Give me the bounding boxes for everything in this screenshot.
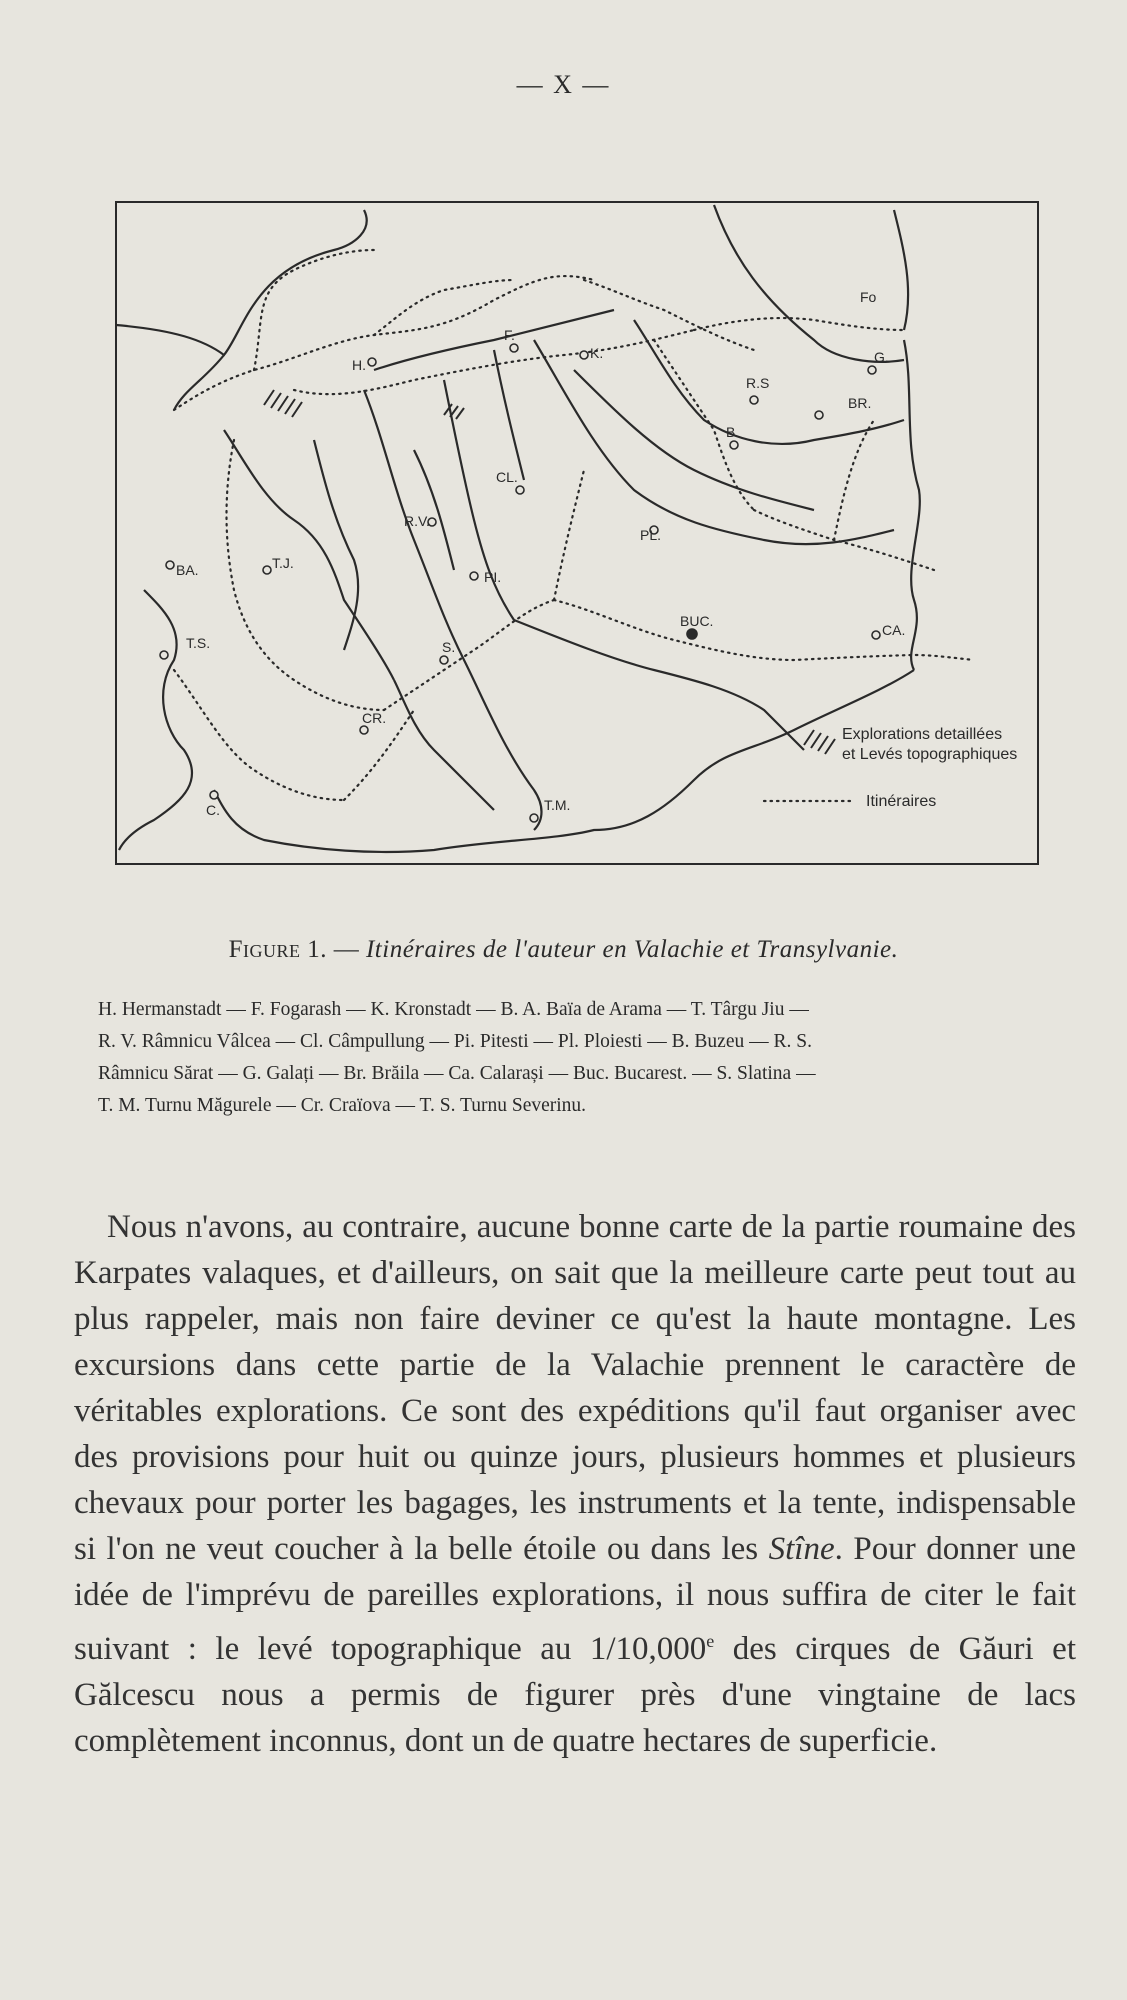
label-PL: PL. (640, 527, 662, 543)
body-italic-stine: Stîne (768, 1531, 835, 1567)
label-CL: CL. (496, 469, 518, 485)
key-line: H. Hermanstadt — F. Fogarash — K. Kronstadt — B. A. Baïa de Arama — T. Târgu Jiu — (98, 999, 809, 1020)
label-CA: CA. (882, 622, 906, 638)
map-border (116, 202, 1038, 864)
label-C: C. (206, 802, 220, 818)
label-BUC: BUC. (680, 613, 714, 629)
label-Fo: Fo (860, 289, 877, 305)
key-line: R. V. Râmnicu Vâlcea — Cl. Câmpullung — Pi. Pitesti — Pl. Ploiesti — B. Buzeu — R. S. (98, 1031, 812, 1052)
label-RV: R.V. (404, 513, 430, 529)
label-F: F. (504, 327, 515, 343)
map-towns (160, 344, 880, 822)
map-legend (764, 726, 1017, 810)
label-G: G. (874, 349, 889, 365)
body-part-2: . Pour donner une idée de l'imprévu de pareilles explorations, il nous suffira de citer le fait suivant : le levé topographique au 1/10,000 (74, 1531, 1076, 1667)
label-TJ: T.J. (272, 555, 294, 571)
label-CR: CR. (362, 710, 387, 726)
label-S: S. (442, 639, 456, 655)
label-TM: T.M. (544, 797, 571, 813)
caption-title: Itinéraires de l'auteur en Valachie et Transylvanie. (365, 936, 899, 963)
label-BR: BR. (848, 395, 872, 411)
map-labels (176, 289, 905, 818)
label-TS: T.S. (186, 635, 211, 651)
key-line: Râmnicu Sărat — G. Galați — Br. Brăila — Ca. Calarași — Buc. Bucarest. — S. Slatina — (98, 1063, 816, 1084)
body-superscript: e (706, 1631, 715, 1651)
legend-hatch-symbol (804, 730, 835, 754)
page-number: — X — (516, 70, 611, 99)
body-paragraph (74, 1204, 1076, 1764)
key-line: T. M. Turnu Măgurele — Cr. Craïova — T. S. Turnu Severinu. (98, 1095, 587, 1116)
label-K: K. (590, 345, 604, 361)
label-BA: BA. (176, 562, 199, 578)
body-part-3: des cirques de Găuri et Gălcescu nous a permis de figurer près d'une vingtaine de lacs complètement inconnus, dont un de quatre hectares de superficie. (74, 1631, 1076, 1759)
map-itineraries (174, 250, 974, 800)
caption-lead: Figure 1. — (228, 936, 360, 963)
body-part-1: Nous n'avons, au contraire, aucune bonne carte de la partie roumaine des Karpates valaques, et d'ailleurs, on sait que la meilleure carte peut tout au plus rappeler, mais non faire deviner ce qu'est la haute montagne. Les excursions dans cette partie de la Valachie prennent le caractère de véritables explorations. Ce sont des expéditions qu'il faut organiser avec des provisions pour huit ou quinze jours, plusieurs hommes et plusieurs chevaux pour porter les bagages, les instruments et la tente, indispensable si l'on ne veut coucher à la belle étoile ou dans les (74, 1209, 1076, 1567)
legend-explorations: Explorations detaillées (842, 726, 1003, 743)
map-hatch-marks (264, 390, 464, 419)
figure-caption (0, 936, 1127, 964)
legend-leves: et Levés topographiques (842, 746, 1018, 763)
label-H: H. (352, 357, 366, 373)
map-figure (114, 190, 1044, 870)
label-B: B. (726, 424, 740, 440)
map-svg (114, 190, 1044, 870)
label-RS: R.S (746, 375, 770, 391)
legend-itineraires: Itinéraires (866, 793, 937, 810)
label-PI: PI. (484, 569, 502, 585)
map-key (98, 994, 1078, 1122)
